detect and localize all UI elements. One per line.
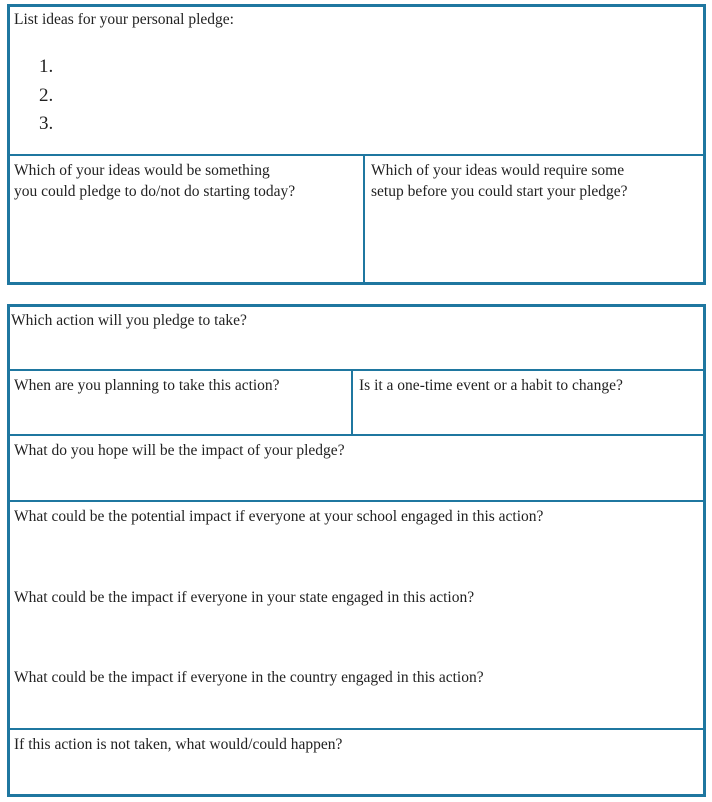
table1-divider-vertical (363, 155, 365, 283)
when-question: When are you planning to take this action? (14, 377, 280, 394)
pledge-ideas-table (7, 4, 706, 285)
table2-divider-3 (9, 500, 704, 502)
habit-question: Is it a one-time event or a habit to change? (359, 377, 623, 394)
list-item: 2. (39, 84, 54, 106)
setup-needed-question-line1: Which of your ideas would require some (371, 162, 625, 179)
table2-divider-2 (9, 434, 704, 436)
list-item: 1. (39, 56, 54, 77)
school-impact-question: What could be the potential impact if everyone at your school engaged in this action? (14, 508, 544, 525)
start-today-question-line2: you could pledge to do/not do starting today? (14, 183, 296, 200)
hope-impact-question: What do you hope will be the impact of your pledge? (14, 442, 345, 459)
state-impact-question: What could be the impact if everyone in your state engaged in this action? (14, 589, 475, 606)
pledge-ideas-list (39, 53, 53, 139)
table2-divider-1 (9, 369, 704, 371)
list-item: 3. (39, 113, 54, 134)
setup-needed-question-line2: setup before you could start your pledge? (371, 183, 628, 200)
table1-divider-horizontal (9, 154, 704, 156)
table2-divider-vertical (351, 370, 353, 435)
start-today-question-line1: Which of your ideas would be something (14, 162, 270, 179)
table2-divider-4 (9, 728, 704, 730)
pledge-action-question: Which action will you pledge to take? (11, 312, 247, 329)
not-taken-question: If this action is not taken, what would/could happen? (14, 736, 343, 753)
pledge-ideas-prompt: List ideas for your personal pledge: (14, 11, 234, 28)
country-impact-question: What could be the impact if everyone in the country engaged in this action? (14, 669, 484, 686)
